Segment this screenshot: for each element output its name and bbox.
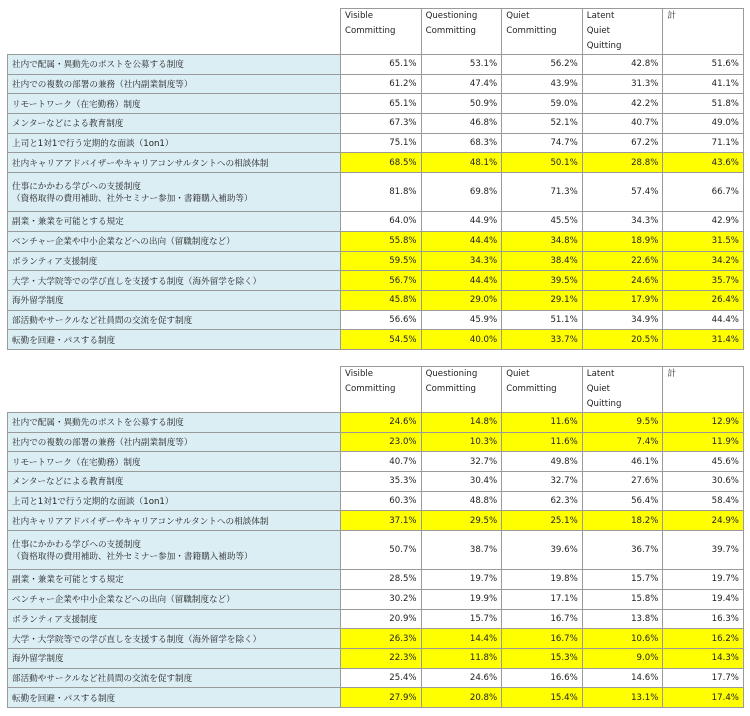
row-label: 部活動やサークルなど社員間の交流を促す制度 <box>8 668 341 688</box>
value-cell: 19.7% <box>663 570 744 590</box>
table-row <box>8 290 744 310</box>
row-label: ベンチャー企業や中小企業などへの出向（留職制度など） <box>8 589 341 609</box>
table-row <box>8 413 744 433</box>
value-cell: 24.6% <box>582 271 663 291</box>
value-cell: 19.4% <box>663 589 744 609</box>
value-cell: 35.7% <box>663 271 744 291</box>
value-cell: 17.9% <box>582 290 663 310</box>
value-cell: 51.1% <box>502 310 583 330</box>
value-cell: 75.1% <box>341 133 422 153</box>
value-cell: 34.2% <box>663 251 744 271</box>
row-label: 社内キャリアアドバイザーやキャリアコンサルタントへの相談体制 <box>8 153 341 173</box>
value-cell: 56.2% <box>502 55 583 75</box>
value-cell: 35.3% <box>341 472 422 492</box>
value-cell: 74.7% <box>502 133 583 153</box>
value-cell: 71.3% <box>502 173 583 212</box>
value-cell: 32.7% <box>421 452 502 472</box>
value-cell: 28.8% <box>582 153 663 173</box>
row-label: 大学・大学院等での学び直しを支援する制度（海外留学を除く） <box>8 629 341 649</box>
value-cell: 40.7% <box>582 114 663 134</box>
value-cell: 15.7% <box>582 570 663 590</box>
column-header: 計 <box>663 9 744 55</box>
table-row <box>8 609 744 629</box>
value-cell: 33.7% <box>502 330 583 350</box>
value-cell: 67.2% <box>582 133 663 153</box>
row-label: 部活動やサークルなど社員間の交流を促す制度 <box>8 310 341 330</box>
table-row <box>8 531 744 570</box>
value-cell: 43.6% <box>663 153 744 173</box>
value-cell: 15.8% <box>582 589 663 609</box>
row-label: 副業・兼業を可能とする規定 <box>8 212 341 232</box>
value-cell: 38.7% <box>421 531 502 570</box>
value-cell: 12.9% <box>663 413 744 433</box>
value-cell: 58.4% <box>663 491 744 511</box>
value-cell: 18.2% <box>582 511 663 531</box>
value-cell: 38.4% <box>502 251 583 271</box>
value-cell: 30.6% <box>663 472 744 492</box>
value-cell: 18.9% <box>582 231 663 251</box>
value-cell: 55.8% <box>341 231 422 251</box>
table-row <box>8 452 744 472</box>
value-cell: 16.6% <box>502 668 583 688</box>
value-cell: 66.7% <box>663 173 744 212</box>
value-cell: 44.4% <box>663 310 744 330</box>
value-cell: 31.4% <box>663 330 744 350</box>
value-cell: 16.7% <box>502 609 583 629</box>
table-row <box>8 153 744 173</box>
table-row <box>8 432 744 452</box>
value-cell: 29.0% <box>421 290 502 310</box>
row-label: リモートワーク（在宅勤務）制度 <box>8 452 341 472</box>
value-cell: 68.5% <box>341 153 422 173</box>
value-cell: 23.0% <box>341 432 422 452</box>
table-row <box>8 231 744 251</box>
usage-table <box>7 366 744 708</box>
availability-table <box>7 8 744 350</box>
column-header: Questioning Committing <box>421 9 502 55</box>
row-label: メンターなどによる教育制度 <box>8 472 341 492</box>
table-row <box>8 173 744 212</box>
value-cell: 56.6% <box>341 310 422 330</box>
value-cell: 59.5% <box>341 251 422 271</box>
value-cell: 27.6% <box>582 472 663 492</box>
value-cell: 24.6% <box>421 668 502 688</box>
table-row <box>8 511 744 531</box>
value-cell: 42.9% <box>663 212 744 232</box>
value-cell: 14.4% <box>421 629 502 649</box>
value-cell: 20.5% <box>582 330 663 350</box>
value-cell: 56.4% <box>582 491 663 511</box>
value-cell: 44.4% <box>421 271 502 291</box>
row-label: 仕事にかかわる学びへの支援制度 （資格取得の費用補助、社外セミナー参加・書籍購入補助等） <box>8 173 341 212</box>
row-label: ベンチャー企業や中小企業などへの出向（留職制度など） <box>8 231 341 251</box>
value-cell: 42.8% <box>582 55 663 75</box>
value-cell: 71.1% <box>663 133 744 153</box>
table-row <box>8 589 744 609</box>
table-row <box>8 212 744 232</box>
column-header: Latent Quiet Quitting <box>582 9 663 55</box>
value-cell: 61.2% <box>341 74 422 94</box>
value-cell: 36.7% <box>582 531 663 570</box>
value-cell: 25.1% <box>502 511 583 531</box>
table-row <box>8 570 744 590</box>
header-row <box>8 367 744 413</box>
row-label: 転勤を回避・パスする制度 <box>8 688 341 708</box>
row-label: 副業・兼業を可能とする規定 <box>8 570 341 590</box>
column-header: Visible Committing <box>341 9 422 55</box>
column-header: Visible Committing <box>341 367 422 413</box>
value-cell: 39.7% <box>663 531 744 570</box>
value-cell: 81.8% <box>341 173 422 212</box>
value-cell: 22.6% <box>582 251 663 271</box>
value-cell: 52.1% <box>502 114 583 134</box>
value-cell: 54.5% <box>341 330 422 350</box>
table-row <box>8 310 744 330</box>
value-cell: 16.2% <box>663 629 744 649</box>
value-cell: 50.9% <box>421 94 502 114</box>
table-row <box>8 629 744 649</box>
value-cell: 32.7% <box>502 472 583 492</box>
value-cell: 25.4% <box>341 668 422 688</box>
table-row <box>8 271 744 291</box>
value-cell: 19.7% <box>421 570 502 590</box>
value-cell: 56.7% <box>341 271 422 291</box>
row-label: 大学・大学院等での学び直しを支援する制度（海外留学を除く） <box>8 271 341 291</box>
value-cell: 48.8% <box>421 491 502 511</box>
value-cell: 7.4% <box>582 432 663 452</box>
header-row <box>8 9 744 55</box>
value-cell: 11.6% <box>502 432 583 452</box>
value-cell: 13.8% <box>582 609 663 629</box>
value-cell: 17.1% <box>502 589 583 609</box>
value-cell: 34.9% <box>582 310 663 330</box>
value-cell: 53.1% <box>421 55 502 75</box>
value-cell: 11.8% <box>421 648 502 668</box>
value-cell: 67.3% <box>341 114 422 134</box>
row-label: ボランティア支援制度 <box>8 609 341 629</box>
table-row <box>8 648 744 668</box>
table-row <box>8 472 744 492</box>
column-header: Quiet Committing <box>502 367 583 413</box>
table-row <box>8 94 744 114</box>
value-cell: 69.8% <box>421 173 502 212</box>
value-cell: 13.1% <box>582 688 663 708</box>
table-row <box>8 668 744 688</box>
value-cell: 42.2% <box>582 94 663 114</box>
row-label: ボランティア支援制度 <box>8 251 341 271</box>
value-cell: 45.6% <box>663 452 744 472</box>
value-cell: 39.6% <box>502 531 583 570</box>
value-cell: 31.3% <box>582 74 663 94</box>
value-cell: 26.3% <box>341 629 422 649</box>
value-cell: 44.9% <box>421 212 502 232</box>
value-cell: 22.3% <box>341 648 422 668</box>
value-cell: 57.4% <box>582 173 663 212</box>
column-header: 計 <box>663 367 744 413</box>
value-cell: 24.9% <box>663 511 744 531</box>
value-cell: 19.8% <box>502 570 583 590</box>
value-cell: 41.1% <box>663 74 744 94</box>
row-label: メンターなどによる教育制度 <box>8 114 341 134</box>
value-cell: 37.1% <box>341 511 422 531</box>
value-cell: 29.1% <box>502 290 583 310</box>
value-cell: 10.6% <box>582 629 663 649</box>
value-cell: 45.5% <box>502 212 583 232</box>
value-cell: 16.7% <box>502 629 583 649</box>
value-cell: 49.0% <box>663 114 744 134</box>
row-label: 社内キャリアアドバイザーやキャリアコンサルタントへの相談体制 <box>8 511 341 531</box>
value-cell: 64.0% <box>341 212 422 232</box>
table-row <box>8 688 744 708</box>
value-cell: 30.2% <box>341 589 422 609</box>
column-header: Latent Quiet Quitting <box>582 367 663 413</box>
value-cell: 15.7% <box>421 609 502 629</box>
value-cell: 34.3% <box>582 212 663 232</box>
value-cell: 62.3% <box>502 491 583 511</box>
column-header: Quiet Committing <box>502 9 583 55</box>
value-cell: 44.4% <box>421 231 502 251</box>
value-cell: 51.6% <box>663 55 744 75</box>
value-cell: 46.1% <box>582 452 663 472</box>
value-cell: 49.8% <box>502 452 583 472</box>
value-cell: 68.3% <box>421 133 502 153</box>
value-cell: 51.8% <box>663 94 744 114</box>
value-cell: 47.4% <box>421 74 502 94</box>
row-label: 上司と1対1で行う定期的な面談（1on1） <box>8 133 341 153</box>
table-row <box>8 251 744 271</box>
value-cell: 11.9% <box>663 432 744 452</box>
value-cell: 14.6% <box>582 668 663 688</box>
row-label: 社内で配属・異動先のポストを公募する制度 <box>8 413 341 433</box>
value-cell: 10.3% <box>421 432 502 452</box>
row-label: 仕事にかかわる学びへの支援制度 （資格取得の費用補助、社外セミナー参加・書籍購入補助等） <box>8 531 341 570</box>
row-label: 上司と1対1で行う定期的な面談（1on1） <box>8 491 341 511</box>
value-cell: 34.3% <box>421 251 502 271</box>
value-cell: 9.5% <box>582 413 663 433</box>
value-cell: 17.4% <box>663 688 744 708</box>
row-label: リモートワーク（在宅勤務）制度 <box>8 94 341 114</box>
value-cell: 48.1% <box>421 153 502 173</box>
header-blank-cell <box>8 9 341 55</box>
row-label: 社内で配属・異動先のポストを公募する制度 <box>8 55 341 75</box>
value-cell: 50.7% <box>341 531 422 570</box>
value-cell: 17.7% <box>663 668 744 688</box>
table-row <box>8 491 744 511</box>
value-cell: 46.8% <box>421 114 502 134</box>
value-cell: 20.8% <box>421 688 502 708</box>
value-cell: 27.9% <box>341 688 422 708</box>
value-cell: 14.3% <box>663 648 744 668</box>
row-label: 転勤を回避・パスする制度 <box>8 330 341 350</box>
value-cell: 15.3% <box>502 648 583 668</box>
value-cell: 39.5% <box>502 271 583 291</box>
value-cell: 50.1% <box>502 153 583 173</box>
value-cell: 40.7% <box>341 452 422 472</box>
value-cell: 45.9% <box>421 310 502 330</box>
column-header: Questioning Committing <box>421 367 502 413</box>
value-cell: 28.5% <box>341 570 422 590</box>
value-cell: 45.8% <box>341 290 422 310</box>
value-cell: 31.5% <box>663 231 744 251</box>
value-cell: 9.0% <box>582 648 663 668</box>
row-label: 海外留学制度 <box>8 290 341 310</box>
value-cell: 15.4% <box>502 688 583 708</box>
value-cell: 29.5% <box>421 511 502 531</box>
value-cell: 24.6% <box>341 413 422 433</box>
value-cell: 40.0% <box>421 330 502 350</box>
table-row <box>8 74 744 94</box>
value-cell: 43.9% <box>502 74 583 94</box>
row-label: 海外留学制度 <box>8 648 341 668</box>
row-label: 社内での複数の部署の兼務（社内副業制度等） <box>8 432 341 452</box>
table-row <box>8 55 744 75</box>
value-cell: 34.8% <box>502 231 583 251</box>
value-cell: 14.8% <box>421 413 502 433</box>
table-row <box>8 330 744 350</box>
value-cell: 59.0% <box>502 94 583 114</box>
value-cell: 65.1% <box>341 55 422 75</box>
value-cell: 26.4% <box>663 290 744 310</box>
value-cell: 20.9% <box>341 609 422 629</box>
value-cell: 11.6% <box>502 413 583 433</box>
header-blank-cell <box>8 367 341 413</box>
row-label: 社内での複数の部署の兼務（社内副業制度等） <box>8 74 341 94</box>
table-row <box>8 133 744 153</box>
value-cell: 19.9% <box>421 589 502 609</box>
value-cell: 16.3% <box>663 609 744 629</box>
value-cell: 60.3% <box>341 491 422 511</box>
value-cell: 30.4% <box>421 472 502 492</box>
value-cell: 65.1% <box>341 94 422 114</box>
table-row <box>8 114 744 134</box>
